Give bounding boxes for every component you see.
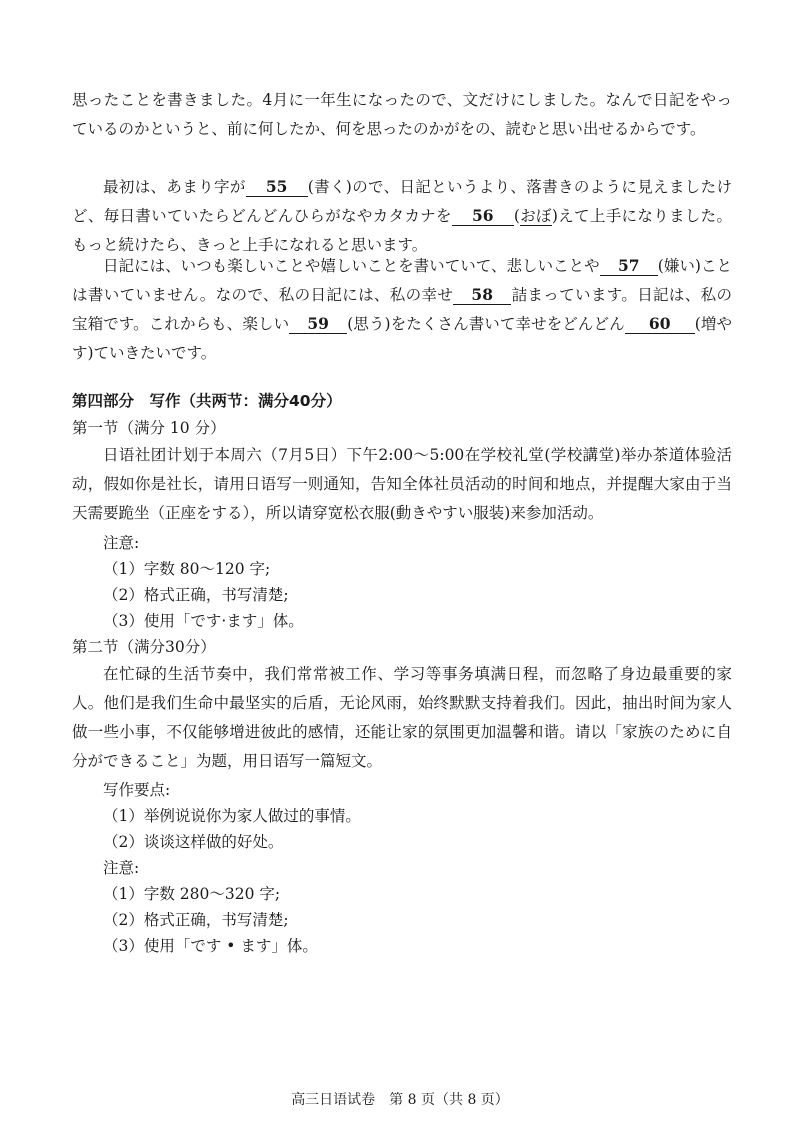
blank-59: 59 [289, 315, 347, 334]
section2-note-1: （1）字数 280～320 字; [103, 885, 281, 903]
section2-title: 第二节（满分30分） [72, 638, 216, 656]
section2-points-label: 写作要点: [103, 781, 171, 799]
reading-paragraph-2 [72, 173, 732, 260]
text: (思う)をたくさん書いて幸せをどんどん [347, 315, 625, 333]
blank-57: 57 [600, 257, 658, 276]
underlined-word: おぼ [519, 207, 552, 225]
section1-note-2: （2）格式正确，书写清楚; [103, 586, 289, 604]
section2-point-1: （1）举例说说你为家人做过的事情。 [103, 807, 361, 825]
text: 詰まっています。日記は、私の宝箱です。これからも、楽しい [72, 286, 732, 333]
blank-55: 55 [246, 178, 308, 197]
section2-point-2: （2）谈谈这样做的好处。 [103, 833, 284, 851]
section2-note-label: 注意: [103, 859, 140, 877]
section2-note-3: （3）使用「です • ます」体。 [103, 937, 318, 955]
page-footer: 高三日语试卷 第 8 页（共 8 页） [291, 1092, 509, 1108]
blank-60: 60 [625, 315, 695, 334]
text: ( [513, 207, 520, 225]
text: (嫌い)ことは書いていません。なので、私の日記には、私の幸せ [72, 257, 732, 304]
text: 最初は、あまり字が [103, 178, 246, 196]
text: (増やす)ていきたいです。 [72, 315, 732, 362]
part4-heading: 第四部分 写作（共两节：满分40分） [72, 392, 342, 410]
blank-56: 56 [452, 207, 514, 226]
section1-note-3: （3）使用「です·ます」体。 [103, 612, 304, 630]
text: (書く)ので、日記というより、落書きのように見えましたけど、毎日書いていたらどんどんひらがなやカタカナを [72, 178, 732, 225]
section1-body: 日语社团计划于本周六（7月5日）下午2:00～5:00在学校礼堂(学校講堂)举办茶道体验活动，假如你是社长，请用日语写一则通知，告知全体社员活动的时间和地点，并提醒大家由于当天需要跪坐（正座をする），所以请穿宽松衣服(動きやすい服装)来参加活动。 [72, 446, 732, 522]
blank-58: 58 [453, 286, 511, 305]
text: )えて上手になりました。もっと続けたら、きっと上手になれると思います。 [72, 207, 732, 254]
section1-note-1: （1）字数 80～120 字; [103, 560, 271, 578]
section2-body: 在忙碌的生活节奏中，我们常常被工作、学习等事务填满日程，而忽略了身边最重要的家人。他们是我们生命中最坚实的后盾，无论风雨，始终默默支持着我们。因此，抽出时间为家人做一些小事，不仅能够增进彼此的感情，还能让家的氛围更加温馨和谐。请以「家族のために自分ができること」为题，用日语写一篇短文。 [72, 665, 732, 770]
reading-paragraph-3 [72, 252, 732, 368]
reading-paragraph-1: 思ったことを書きました。4月に一年生になったので、文だけにしました。なんで日記をやっているのかというと、前に何したか、何を思ったのかがをの、読むと思い出せるからです。 [72, 91, 732, 138]
section1-note-label: 注意: [103, 534, 140, 552]
section1-title: 第一节（满分 10 分） [72, 419, 226, 437]
text: 日記には、いつも楽しいことや嬉しいことを書いていて、悲しいことや [103, 257, 600, 275]
section2-note-2: （2）格式正确，书写清楚; [103, 911, 289, 929]
